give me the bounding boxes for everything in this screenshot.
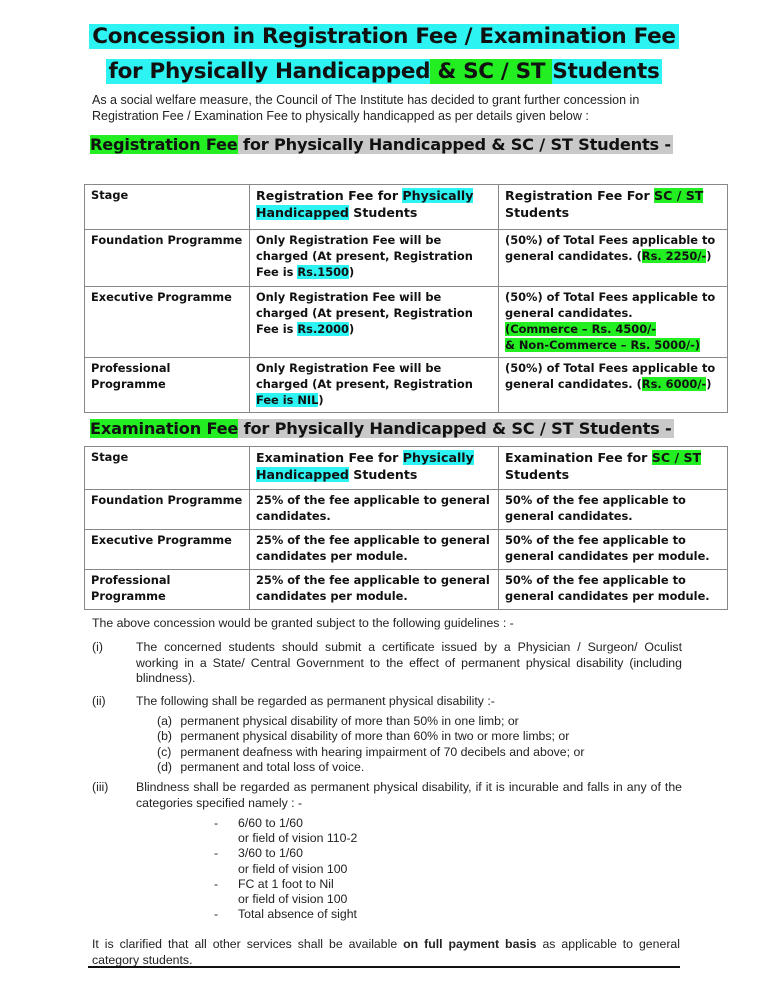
scst-cell: 50% of the fee applicable to general candidates per module. [499,530,728,570]
guideline-number: (i) [92,640,103,654]
ph-cell: 25% of the fee applicable to general candidates per module. [250,530,499,570]
examination-fee-heading [90,418,674,440]
guideline-text: Blindness shall be regarded as permanent physical disability, if it is incurable and falls in any of the categories specified namely : - [136,780,682,810]
guidelines-intro: The above concession would be granted subject to the following guidelines : - [92,616,514,630]
heading-rest: for Physically Handicapped & SC / ST Students - [237,135,671,154]
header-scst: Registration Fee For SC / ST Students [499,185,728,230]
table-header-row [85,185,728,230]
scst-cell: (50%) of Total Fees applicable to general candidates. (Rs. 6000/-) [499,358,728,413]
closing-paragraph: It is clarified that all other services shall be available on full payment basis as applicable to general category students. [92,937,680,967]
header-stage: Stage [85,447,250,490]
guideline-text: The concerned students should submit a certificate issued by a Physician / Surgeon/ Oculist working in a State/ Central Government to the effect of permanent physical disability (including blindness). [136,640,682,685]
table-row [85,490,728,530]
list-item: - 6/60 to 1/60 or field of vision 110-2 [214,816,358,846]
table-row [85,530,728,570]
stage-cell: Executive Programme [85,287,250,358]
stage-cell: Professional Programme [85,358,250,413]
table-row [85,570,728,610]
header-ph: Examination Fee for Physically Handicapped Students [250,447,499,490]
stage-cell: Foundation Programme [85,230,250,287]
guideline-text: The following shall be regarded as permanent physical disability :- [136,694,495,708]
emphasis-text: on full payment basis [403,937,537,951]
list-item: (c) permanent deafness with hearing impairment of 70 decibels and above; or [157,744,585,759]
header-scst: Examination Fee for SC / ST Students [499,447,728,490]
list-item: (d) permanent and total loss of voice. [157,759,365,774]
title-line-1-text: Concession in Registration Fee / Examination Fee [89,24,678,49]
list-item: - 3/60 to 1/60 or field of vision 100 [214,846,348,876]
table-row [85,230,728,287]
stage-cell: Professional Programme [85,570,250,610]
heading-highlight: Examination Fee [90,419,239,438]
ph-cell: Only Registration Fee will be charged (At present, Registration Fee is Rs.1500) [250,230,499,287]
scst-cell: (50%) of Total Fees applicable to general candidates. (Commerce – Rs. 4500/- & Non-Commerce – Rs. 5000/-) [499,287,728,358]
stage-cell: Executive Programme [85,530,250,570]
document-title-line-1 [0,22,768,52]
blindness-criteria-list [214,816,357,922]
registration-fee-table [84,184,728,413]
ph-cell: 25% of the fee applicable to general candidates. [250,490,499,530]
bottom-divider [88,966,680,968]
guideline-number: (ii) [92,694,106,708]
registration-fee-heading [90,134,673,156]
guideline-item-3 [92,780,682,811]
header-stage: Stage [85,185,250,230]
scst-cell: 50% of the fee applicable to general candidates. [499,490,728,530]
stage-cell: Foundation Programme [85,490,250,530]
ph-cell: 25% of the fee applicable to general candidates per module. [250,570,499,610]
document-title-line-2 [0,57,768,87]
table-header-row [85,447,728,490]
title-scst-text: & SC / ST [430,59,553,84]
list-item: - Total absence of sight [214,907,357,922]
list-item: - FC at 1 foot to Nil or field of vision 100 [214,876,348,907]
header-ph: Registration Fee for Physically Handicapped Students [250,185,499,230]
disability-list [157,714,584,775]
intro-paragraph: As a social welfare measure, the Council of The Institute has decided to grant further concession in Registration Fee / Examination Fee to physically handicapped as per details given below : [92,93,640,123]
examination-fee-table [84,446,728,610]
heading-highlight: Registration Fee [90,135,238,154]
scst-cell: 50% of the fee applicable to general candidates per module. [499,570,728,610]
ph-cell: Only Registration Fee will be charged (At present, Registration Fee is Rs.2000) [250,287,499,358]
guideline-item-2 [92,694,682,710]
heading-rest: for Physically Handicapped & SC / ST Students - [238,419,672,438]
scst-cell: (50%) of Total Fees applicable to general candidates. (Rs. 2250/-) [499,230,728,287]
title-ph-text: for Physically Handicapped [106,59,431,84]
list-item: (b) permanent physical disability of more than 60% in two or more limbs; or [157,729,570,744]
ph-cell: Only Registration Fee will be charged (At present, Registration Fee is NIL) [250,358,499,413]
table-row [85,358,728,413]
guideline-number: (iii) [92,780,109,794]
table-row [85,287,728,358]
list-item: (a) permanent physical disability of more than 50% in one limb; or [157,714,519,728]
guideline-item-1 [92,640,682,687]
title-students-text: Students [552,59,662,84]
